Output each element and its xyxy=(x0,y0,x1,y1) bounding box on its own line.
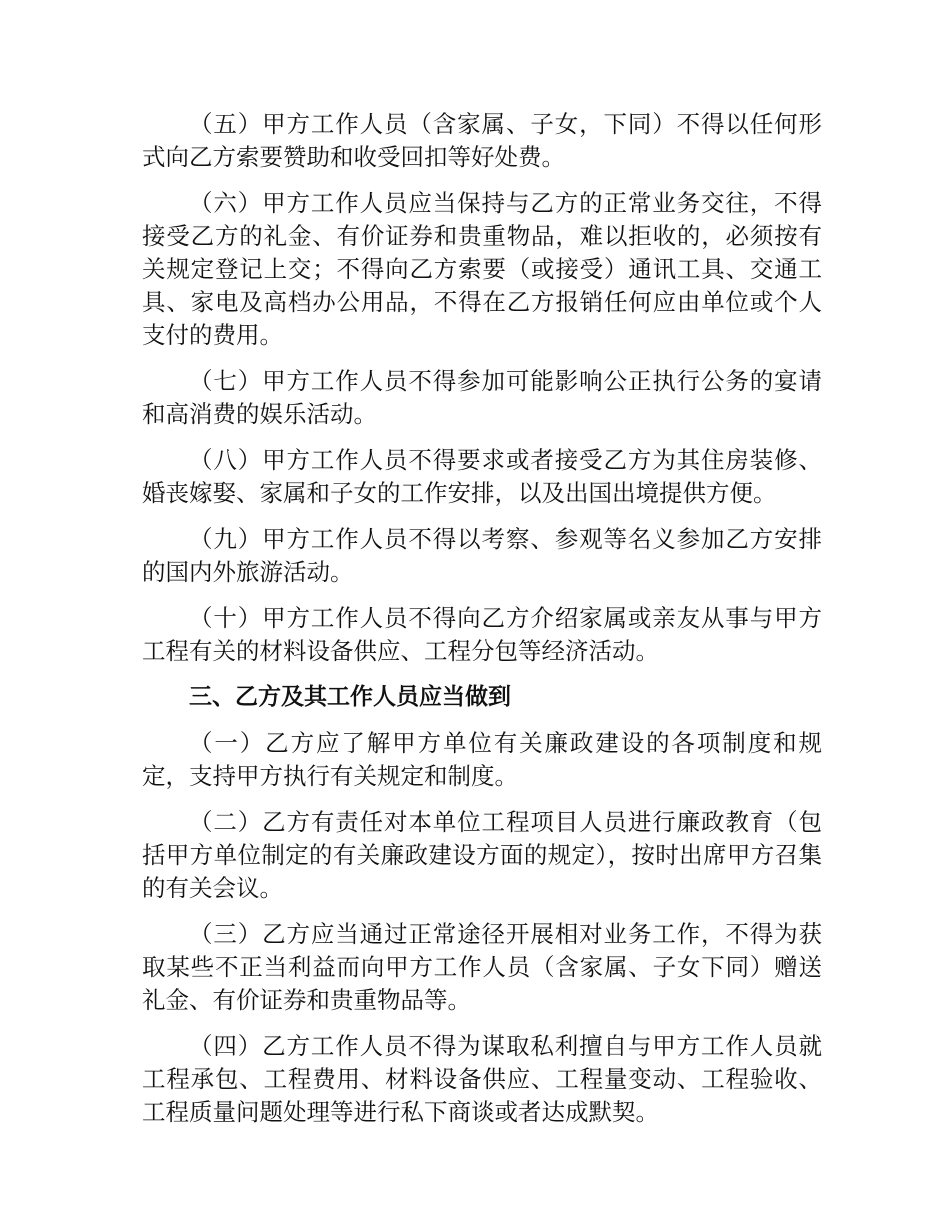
clause-b-4: （四）乙方工作人员不得为谋取私利擅自与甲方工作人员就工程承包、工程费用、材料设备供应、工程量变动、工程验收、工程质量问题处理等进行私下商谈或者达成默契。 xyxy=(142,1032,822,1126)
clause-5: （五）甲方工作人员（含家属、子女，下同）不得以任何形式向乙方索要赞助和收受回扣等好处费。 xyxy=(142,110,822,171)
clause-b-1: （一）乙方应了解甲方单位有关廉政建设的各项制度和规定，支持甲方执行有关规定和制度。 xyxy=(142,729,822,790)
section-heading-3: 三、乙方及其工作人员应当做到 xyxy=(189,684,511,710)
document-body xyxy=(142,108,822,1142)
clause-9: （九）甲方工作人员不得以考察、参观等名义参加乙方安排的国内外旅游活动。 xyxy=(142,525,822,586)
clause-b-2: （二）乙方有责任对本单位工程项目人员进行廉政教育（包括甲方单位制定的有关廉政建设方面的规定），按时出席甲方召集的有关会议。 xyxy=(142,808,822,902)
clause-6: （六）甲方工作人员应当保持与乙方的正常业务交往，不得接受乙方的礼金、有价证券和贵重物品，难以拒收的，必须按有关规定登记上交；不得向乙方索要（或接受）通讯工具、交通工具、家电及高档办公用品，不得在乙方报销任何应由单位或个人支付的费用。 xyxy=(142,189,822,349)
clause-10: （十）甲方工作人员不得向乙方介绍家属或亲友从事与甲方工程有关的材料设备供应、工程分包等经济活动。 xyxy=(142,604,822,665)
clause-7: （七）甲方工作人员不得参加可能影响公正执行公务的宴请和高消费的娱乐活动。 xyxy=(142,367,822,428)
clause-b-3: （三）乙方应当通过正常途径开展相对业务工作，不得为获取某些不正当利益而向甲方工作人员（含家属、子女下同）赠送礼金、有价证券和贵重物品等。 xyxy=(142,920,822,1014)
clause-8: （八）甲方工作人员不得要求或者接受乙方为其住房装修、婚丧嫁娶、家属和子女的工作安排，以及出国出境提供方便。 xyxy=(142,446,822,507)
